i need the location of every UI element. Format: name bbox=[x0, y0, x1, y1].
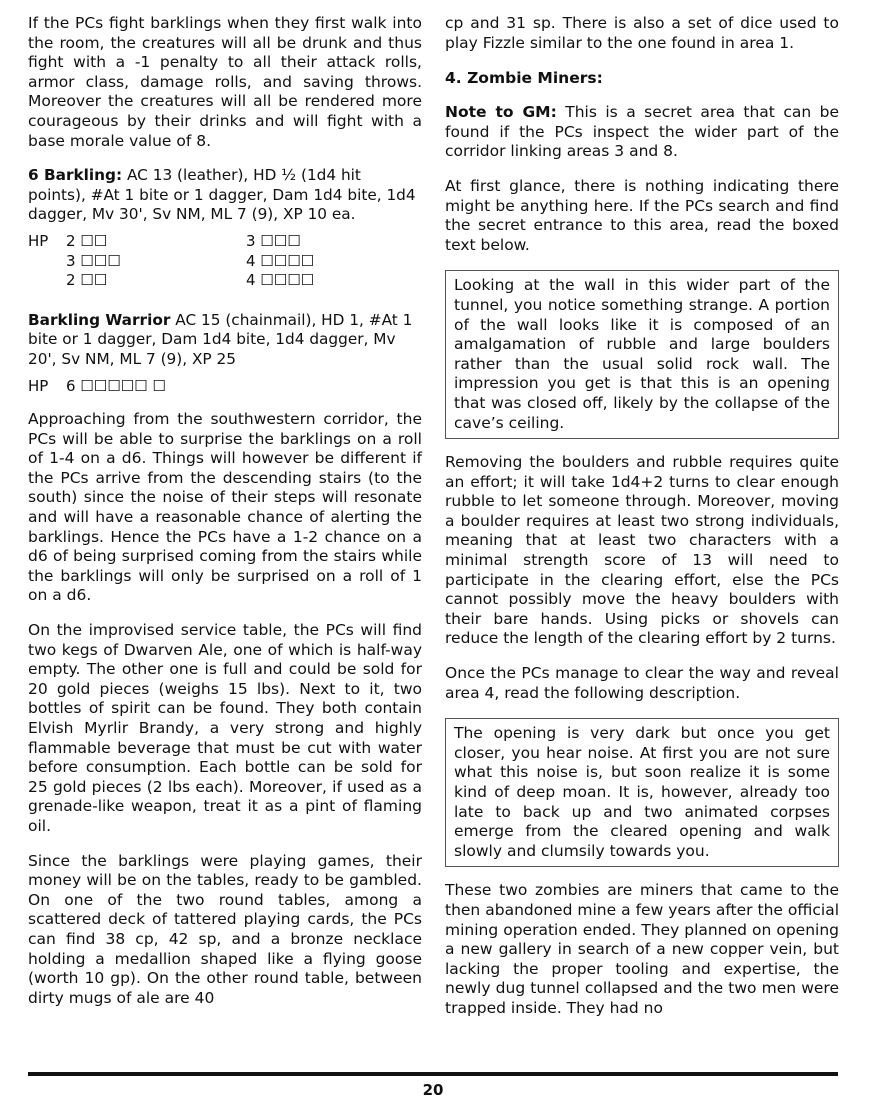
hp-box-group: 2 ☐☐ bbox=[66, 231, 108, 250]
barkling-warrior-stat-block bbox=[28, 311, 422, 370]
hp-box-group: 4 ☐☐☐☐ bbox=[246, 271, 315, 290]
paragraph-drunk-barklings: If the PCs fight barklings when they first walk into the room, the creatures will all be drunk and thus fight with a -1 penalty to all their attack rolls, armor class, damage rolls, and saving throws. Moreover the creatures will all be rendered more courageous by their drinks and will fight with a base morale value of 8. bbox=[28, 14, 422, 150]
barkling-name: 6 Barkling: bbox=[28, 166, 123, 185]
paragraph-reveal-area: Once the PCs manage to clear the way and reveal area 4, read the following description. bbox=[445, 664, 839, 702]
warrior-hp-tracker bbox=[28, 377, 422, 397]
right-column bbox=[445, 14, 839, 1034]
paragraph-dice: cp and 31 sp. There is also a set of dice used to play Fizzle similar to the one found in area 1. bbox=[445, 14, 839, 52]
hp-box-group: 2 ☐☐ bbox=[66, 271, 108, 290]
left-column bbox=[28, 14, 422, 1023]
warrior-name: Barkling Warrior bbox=[28, 310, 171, 329]
boxed-read-aloud-opening bbox=[445, 718, 839, 867]
boxed-text: The opening is very dark but once you get closer, you hear noise. At first you are not sure what this noise is, but soon realize it is some kind of deep moan. It is, however, already too late to back up and two animated corpses emerge from the cleared opening and walk slowly and clumsily towards you. bbox=[454, 724, 830, 860]
page-number: 20 bbox=[422, 1081, 444, 1099]
barkling-stats: AC 13 (leather), HD ½ (1d4 hit points), #At 1 bite or 1 dagger, Dam 1d4 bite, 1d4 dagger, Mv 30', Sv NM, ML 7 (9), XP 10 ea. bbox=[28, 166, 416, 224]
hp-label: HP bbox=[28, 376, 49, 395]
boxed-text: Looking at the wall in this wider part of the tunnel, you notice something strange. A portion of the wall looks like it is composed of an amalgamation of rubble and large boulders rather than the usual solid rock wall. The impression you get is that this is an opening that was closed off, likely by the collapse of the cave’s ceiling. bbox=[454, 276, 830, 432]
section-heading-zombie-miners: 4. Zombie Miners: bbox=[445, 69, 603, 88]
paragraph-surprise: Approaching from the southwestern corridor, the PCs will be able to surprise the barklings on a roll of 1-4 on a d6. Things will however be different if the PCs arrive from the descending stairs (to the south) since the noise of their steps will resonate and will have a reasonable chance of alerting the barklings. Hence the PCs have a 1-2 chance on a d6 of being surprised coming from the stairs while the barklings will only be surprised on a roll of 1 on a d6. bbox=[28, 410, 422, 605]
barkling-stat-block bbox=[28, 166, 422, 225]
hp-box-group: 6 ☐☐☐☐☐ ☐ bbox=[66, 376, 166, 395]
paragraph-removing-boulders: Removing the boulders and rubble requires quite an effort; it will take 1d4+2 turns to clear enough rubble to let someone through. Moreover, moving a boulder requires at least two strong individuals, meaning that at least two characters with a minimal strength score of 13 will need to participate in the clearing effort, else the PCs cannot possibly move the heavy boulders with their bare hands. Using picks or shovels can reduce the length of the clearing effort by 2 turns. bbox=[445, 453, 839, 648]
paragraph-zombie-miners: These two zombies are miners that came to the then abandoned mine a few years after the official mining operation ended. They planned on opening a new gallery in search of a new copper vein, but lacking the proper tooling and expertise, the newly dug tunnel collapsed and the two men were trapped inside. They had no bbox=[445, 881, 839, 1017]
warrior-stats: AC 15 (chainmail), HD 1, #At 1 bite or 1 dagger, Dam 1d4 bite, 1d4 dagger, Mv 20', Sv NM, ML 7 (9), XP 25 bbox=[28, 310, 413, 368]
note-text: This is a secret area that can be found if the PCs inspect the wider part of the corridor linking areas 3 and 8. bbox=[445, 103, 839, 161]
note-label: Note to GM: bbox=[445, 103, 557, 122]
paragraph-first-glance: At first glance, there is nothing indicating there might be anything here. If the PCs search and find the secret entrance to this area, read the boxed text below. bbox=[445, 176, 839, 254]
boxed-read-aloud-wall bbox=[445, 270, 839, 439]
paragraph-note-to-gm bbox=[445, 103, 839, 162]
paragraph-barkling-money: Since the barklings were playing games, their money will be on the tables, ready to be gambled. On one of the two round tables, among a scattered deck of tattered playing cards, the PCs can find 38 cp, 42 sp, and a bronze necklace holding a medallion shaped like a flying goose (worth 10 gp). On the other round table, between dirty mugs of ale are 40 bbox=[28, 851, 422, 1007]
paragraph-service-table: On the improvised service table, the PCs will find two kegs of Dwarven Ale, one of which is half-way empty. The other one is full and could be sold for 20 gold pieces (weighs 15 lbs). Next to it, two bottles of spirit can be found. They both contain Elvish Myrlir Brandy, a very strong and highly flammable beverage that must be cut with water before consumption. Each bottle can be sold for 25 gold pieces (2 lbs each). Moreover, if used as a grenade-like weapon, treat it as a pint of flaming oil. bbox=[28, 621, 422, 835]
footer-rule bbox=[28, 1072, 838, 1076]
hp-label: HP bbox=[28, 231, 49, 250]
barkling-hp-tracker bbox=[28, 232, 422, 291]
hp-box-group: 4 ☐☐☐☐ bbox=[246, 251, 315, 270]
hp-box-group: 3 ☐☐☐ bbox=[246, 231, 301, 250]
hp-box-group: 3 ☐☐☐ bbox=[66, 251, 121, 270]
